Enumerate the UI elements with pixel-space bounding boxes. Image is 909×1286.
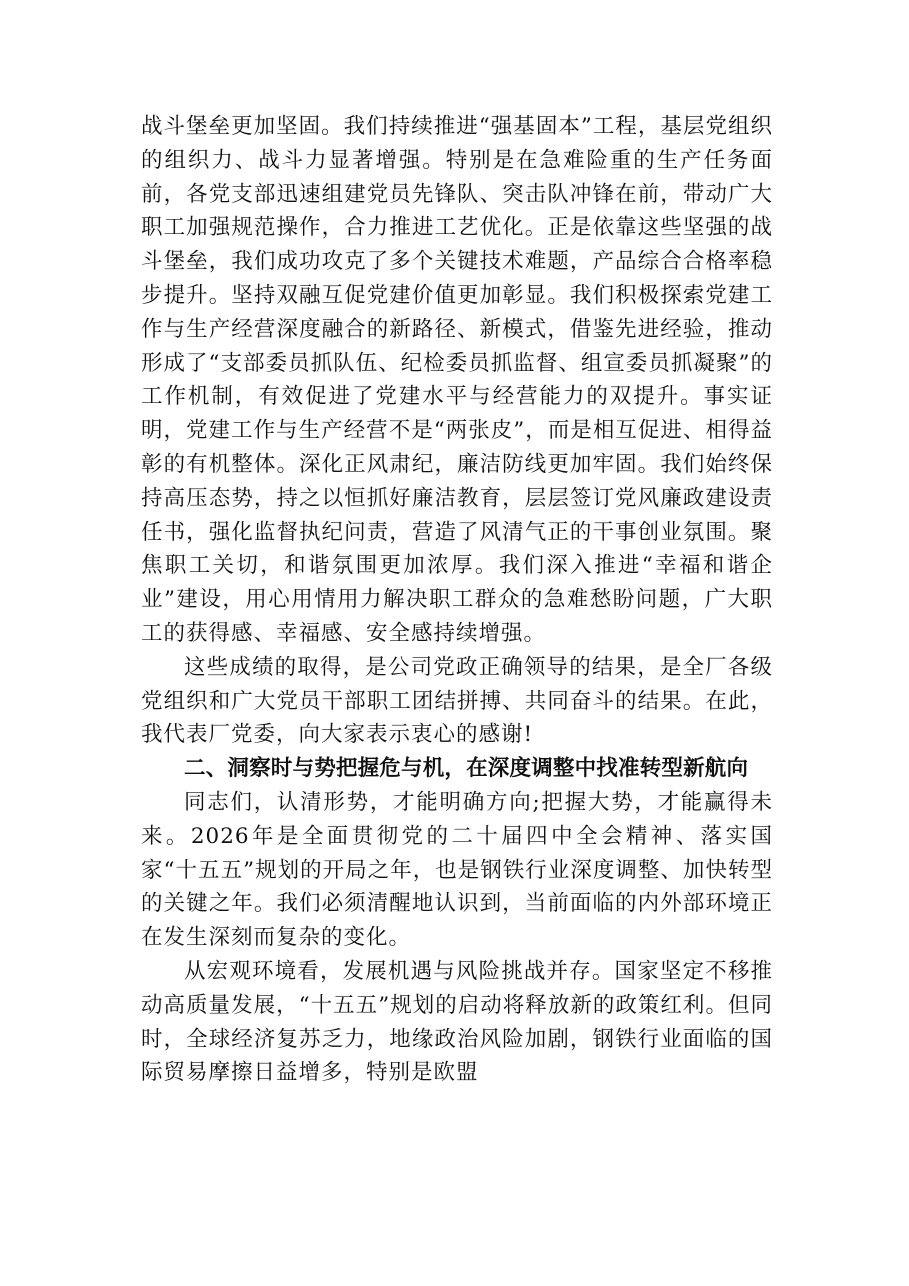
body-paragraph-1: 战斗堡垒更加坚固。我们持续推进“强基固本”工程，基层党组织的组织力、战斗力显著增强。特别是在急难险重的生产任务面前，各党支部迅速组建党员先锋队、突击队冲锋在前，带动广大职工加强规范操作，合力推进工艺优化。正是依靠这些坚强的战斗堡垒，我们成功攻克了多个关键技术难题，产品综合合格率稳步提升。坚持双融互促党建价值更加彰显。我们积极探索党建工作与生产经营深度融合的新路径、新模式，借鉴先进经验，推动形成了“支部委员抓队伍、纪检委员抓监督、组宣委员抓凝聚”的工作机制，有效促进了党建水平与经营能力的双提升。事实证明，党建工作与生产经营不是“两张皮”，而是相互促进、相得益彰的有机整体。深化正风肃纪，廉洁防线更加牢固。我们始终保持高压态势，持之以恒抓好廉洁教育，层层签订党风廉政建设责任书，强化监督执纪问责，营造了风清气正的干事创业氛围。聚焦职工关切，和谐氛围更加浓厚。我们深入推进“幸福和谐企业”建设，用心用情用力解决职工群众的急难愁盼问题，广大职工的获得感、幸福感、安全感持续增强。 [141, 114, 773, 646]
document-page [141, 110, 773, 1090]
section-heading: 二、洞察时与势把握危与机，在深度调整中找准转型新航向 [184, 756, 749, 782]
body-paragraph-4: 从宏观环境看，发展机遇与风险挑战并存。国家坚定不移推动高质量发展，“十五五”规划的启动将释放新的政策红利。但同时，全球经济复苏乏力，地缘政治风险加剧，钢铁行业面临的国际贸易摩擦日益增多，特别是欧盟 [141, 958, 773, 1086]
body-paragraph-3: 同志们，认清形势，才能明确方向;把握大势，才能赢得未来。2026年是全面贯彻党的二十届四中全会精神、落实国家“十五五”规划的开局之年，也是钢铁行业深度调整、加快转型的关键之年。我们必须清醒地认识到，当前面临的内外部环境正在发生深刻而复杂的变化。 [141, 789, 773, 951]
body-paragraph-2: 这些成绩的取得，是公司党政正确领导的结果，是全厂各级党组织和广大党员干部职工团结拼搏、共同奋斗的结果。在此，我代表厂党委，向大家表示衷心的感谢! [141, 654, 773, 748]
